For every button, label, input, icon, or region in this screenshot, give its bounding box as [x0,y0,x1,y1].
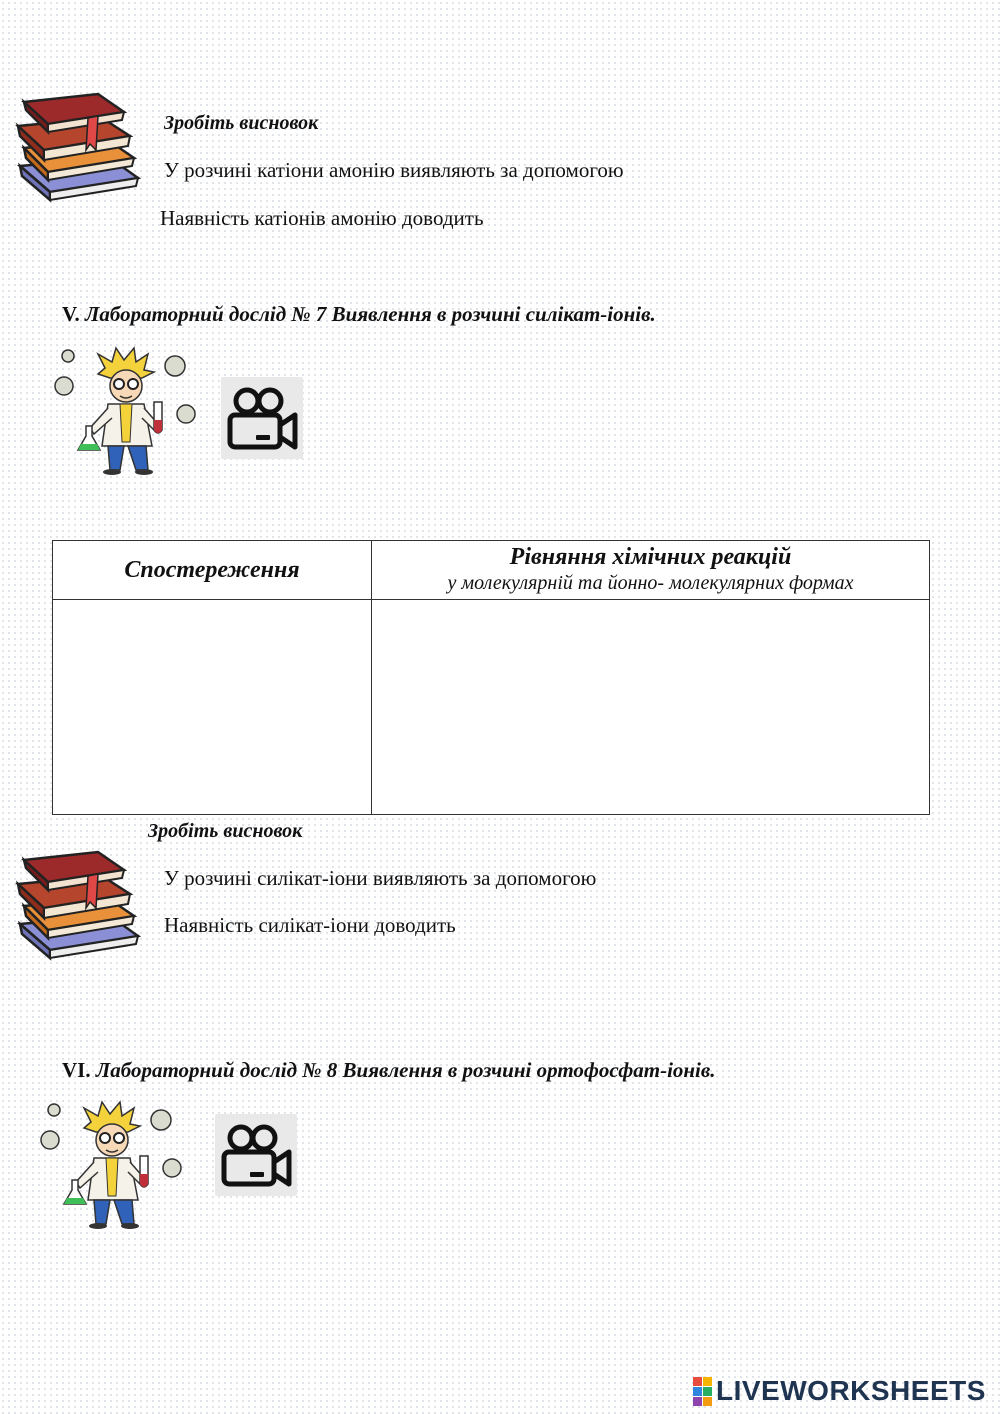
table-row [53,600,930,815]
conclusion-line-reagent: У розчині силікат-іони виявляють за допомогою [164,866,597,890]
video-camera-icon[interactable] [221,377,303,459]
experiment-7-heading [62,302,656,327]
conclusion-line-proof: Наявність силікат-іони доводить [164,913,456,937]
equations-answer-cell[interactable] [372,600,930,815]
video-camera-icon[interactable] [215,1114,297,1196]
conclusion-title: Зробіть висновок [164,112,319,134]
scientist-icon [36,1100,186,1230]
equations-header [372,541,930,600]
observations-header: Спостереження [53,541,372,600]
conclusion-line-reagent: У розчині катіони амонію виявляють за допомогою [164,158,624,182]
observations-answer-cell[interactable] [53,600,372,815]
experiment-title: Лабораторний дослід № 8 Виявлення в розчині ортофосфат-іонів. [95,1058,716,1082]
experiment-title: Лабораторний дослід № 7 Виявлення в розчині силікат-іонів. [84,302,656,326]
liveworksheets-logo[interactable] [693,1375,986,1407]
logo-text: LIVEWORKSHEETS [716,1375,986,1406]
observation-table [52,540,930,815]
section-numeral: V. [62,302,80,326]
section-numeral: VI. [62,1058,91,1082]
scientist-icon [50,346,200,476]
experiment-8-heading [62,1058,716,1083]
table-header-row [53,541,930,600]
books-icon [10,846,145,966]
logo-mark-icon [693,1377,712,1406]
conclusion-line-proof: Наявність катіонів амонію доводить [160,206,484,230]
equations-header-title: Рівняння хімічних реакцій [509,544,792,570]
equations-header-subtitle: у молекулярній та йонно- молекулярних формах [447,572,854,594]
conclusion-title: Зробіть висновок [148,820,303,842]
books-icon [10,88,145,208]
